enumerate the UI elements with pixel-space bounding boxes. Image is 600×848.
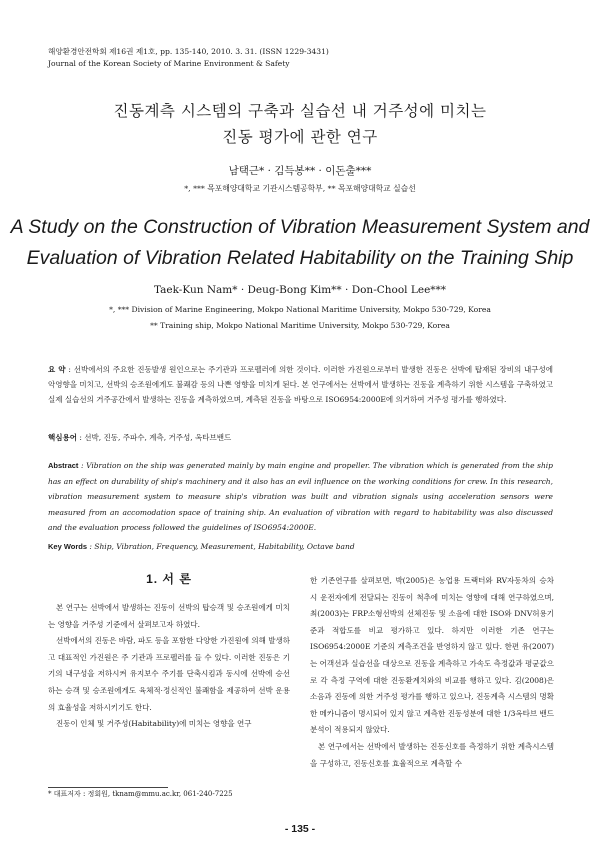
- section-title: 1. 서 론: [146, 572, 192, 586]
- intro-paragraph-4: 본 연구에서는 선박에서 발생하는 진동신호를 측정하기 위한 계측시스템을 구성하고, 진동신호를 효율적으로 계측할 수: [310, 741, 554, 768]
- left-column: [48, 600, 290, 733]
- english-authors: Taek-Kun Nam* · Deug-Bong Kim** · Don-Chool Lee***: [153, 284, 447, 296]
- page-number: - 135 -: [284, 823, 316, 835]
- korean-keywords: [48, 430, 553, 445]
- english-affiliation-1: *, *** Division of Marine Engineering, Mokpo National Maritime University, Mokpo 530-729, Korea: [109, 305, 491, 314]
- english-abstract-label: Abstract: [48, 461, 79, 470]
- english-affiliation-2: ** Training ship, Mokpo National Maritime University, Mokpo 530-729, Korea: [150, 321, 450, 330]
- korean-keywords-label: 핵심용어: [48, 433, 77, 442]
- english-abstract: [48, 458, 553, 536]
- korean-abstract-text: : 선박에서의 주요한 진동발생 원인으로는 주기관과 프로펠러에 의한 것이다. 이러한 가진원으로부터 발생한 진동은 선박에 탑재된 장비의 내구성에 악영향을 미치고, 선박의 승조원에게도 불쾌감 등의 나쁜 영향을 미치게 된다. 본 연구에서는 선박에서 발생하는 진동을 계측하기 위한 시스템을 구축하였고 실제 실습선의 거주공간에서 발생하는 진동을 계측하였으며, 계측된 진동을 바탕으로 ISO6954:2000E에 의거하여 거주성 평가를 행하였다.: [48, 365, 554, 404]
- english-abstract-text: : Vibration on the ship was generated mainly by main engine and propeller. The vibration which is generated from the ship has an effect on durability of ship's machinery and it also has an evil influence on the working conditions for crew. In this research, vibration measurement system to measure ship's vibration was built and vibration signals using acceleration sensors were measured from an accomodation space of training ship. An evaluation of vibration with regard to habitability was also discussed and the evaluation process followed the guidelines of ISO6954:2000E.: [48, 461, 553, 532]
- english-keywords-text: : Ship, Vibration, Frequency, Measurement, Habitability, Octave band: [87, 542, 355, 551]
- korean-abstract-label: 요 약: [48, 365, 66, 374]
- intro-paragraph-3: 진동이 인체 및 거주성(Habitability)에 미치는 영향을 연구: [56, 719, 252, 729]
- korean-abstract: [48, 362, 553, 407]
- right-column: [310, 573, 554, 772]
- korean-title-line1: 진동계측 시스템의 구축과 실습선 내 거주성에 미치는: [113, 102, 487, 120]
- korean-keywords-text: : 선박, 진동, 주파수, 계측, 거주성, 옥타브밴드: [76, 433, 232, 442]
- intro-paragraph-2: 선박에서의 진동은 바람, 파도 등을 포함한 다양한 가진원에 의해 발생하고 대표적인 가진원은 주 기관과 프로펠러를 들 수 있다. 이러한 진동은 기기의 내구성을 저하시켜 유지보수 주기를 단축시킴과 동시에 선박에 승선하는 승객 및 승조원에게도 육체적·정신적인 불쾌함을 제공하여 선박 운용의 효율성을 저하시키기도 한다.: [48, 636, 290, 712]
- korean-title: [0, 98, 600, 150]
- korean-title-line2: 진동 평가에 관한 연구: [222, 128, 378, 146]
- intro-paragraph-1: 본 연구는 선박에서 발생하는 진동이 선박의 탑승객 및 승조원에게 미치는 영향을 거주성 기준에서 살펴보고자 하였다.: [48, 603, 290, 629]
- footnote-divider: [48, 787, 168, 788]
- english-title-line1: A Study on the Construction of Vibration Measurement System and: [10, 216, 590, 238]
- english-keywords-label: Key Words: [48, 542, 88, 551]
- english-keywords: [48, 539, 553, 554]
- english-title-line2: Evaluation of Vibration Related Habitability on the Training Ship: [26, 247, 574, 269]
- footnote: * 대표저자 : 정회원, tknam@mmu.ac.kr, 061-240-7225: [48, 790, 233, 798]
- english-title: [0, 212, 600, 274]
- korean-affiliation: *, *** 목포해양대학교 기관시스템공학부, ** 목포해양대학교 실습선: [184, 184, 416, 193]
- journal-citation: 해양환경안전학회 제16권 제1호, pp. 135-140, 2010. 3. 31. (ISSN 1229-3431): [48, 47, 329, 56]
- journal-name: Journal of the Korean Society of Marine Environment & Safety: [48, 59, 290, 68]
- intro-paragraph-3-continued: 한 기존연구를 살펴보면, 박(2005)은 농업용 트랙터와 RV자동차의 승차 시 운전자에게 전달되는 진동이 척추에 미치는 영향에 대해 연구하였으며, 최(2003)는 FRP소형선박의 선체진동 및 소음에 대한 ISO와 DNV허용기준과 적합도를 비교 평가하고 있다. 하지만 이러한 기존 연구는 ISO6954:2000E 기준의 계측조건을 반영하지 않고 있다. 한편 유(2007)는 어객선과 실습선을 대상으로 진동을 계측하고 가속도 측정값과 평균값으로 각 측정 구역에 대한 진동환계치와의 비교를 행하고 있다. 김(2008)은 소음과 진동에 의한 거주성 평가를 행하고 있으나, 진동계측 시스템의 명확한 메카니즘이 명시되어 있지 않고 계측한 진동성분에 대한 1/3옥타브 밴드 분석이 적용되지 않았다.: [310, 576, 554, 735]
- korean-authors: 남택근* · 김득봉** · 이돈출***: [228, 165, 372, 177]
- journal-header: [48, 46, 329, 70]
